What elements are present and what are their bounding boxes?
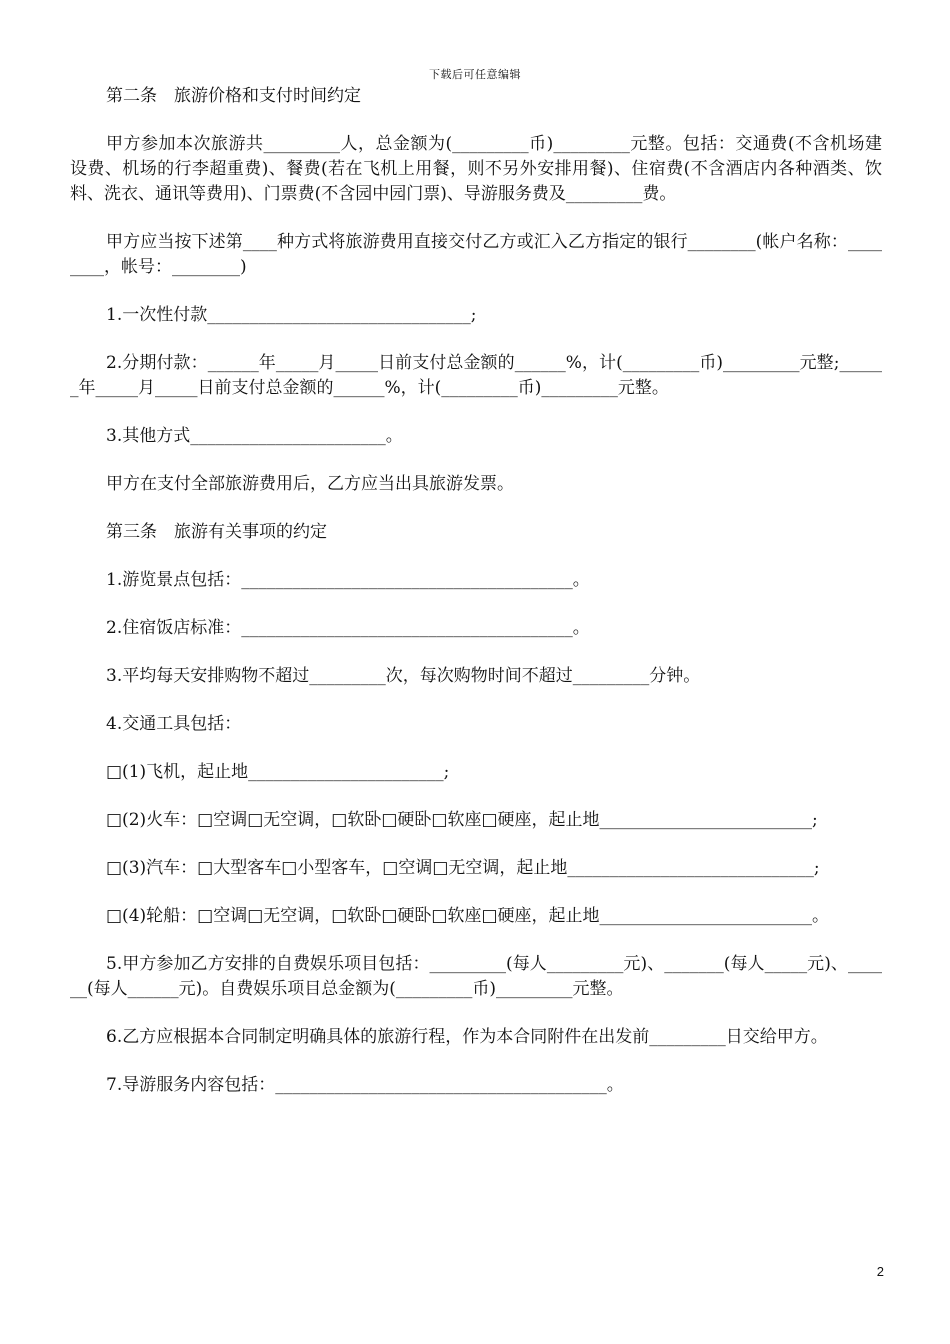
paragraph-invoice: 甲方在支付全部旅游费用后，乙方应当出具旅游发票。 — [106, 474, 514, 494]
item-guide-services: 7.导游服务内容包括：_______________________________________。 — [106, 1075, 624, 1095]
item-hotel-standard: 2.住宿饭店标准：_______________________________________。 — [106, 618, 590, 638]
item-lump-sum: 1.一次性付款_______________________________; — [106, 305, 477, 325]
paragraph-total-cost: 甲方参加本次旅游共_________人，总金额为(_________币)_________元整。包括：交通费(不含机场建设费、机场的行李超重费)、餐费(若在飞机上用餐，则不另外安排用餐)、住宿费(不含酒店内各种酒类、饮料、洗衣、通讯等费用)、门票费(不含园中园门票)、导游服务费及_________费。 — [70, 134, 882, 204]
item-self-paid-entertainment: 5.甲方参加乙方安排的自费娱乐项目包括：_________(每人_________元)、_______(每人_____元)、______(每人______元)。自费娱乐项目总金额为(_________币)_________元整。 — [70, 954, 882, 999]
paragraph-payment-method: 甲方应当按下述第____种方式将旅游费用直接交付乙方或汇入乙方指定的银行________(帐户名称：________，帐号：________) — [70, 232, 882, 277]
page-number: 2 — [876, 1264, 884, 1279]
page-header-note: 下载后可任意编辑 — [429, 68, 521, 81]
item-transport-heading: 4.交通工具包括： — [106, 714, 242, 734]
item-transport-bus: □(3)汽车：□大型客车□小型客车，□空调□无空调，起止地_____________________________; — [106, 858, 820, 878]
item-transport-plane: □(1)飞机，起止地_______________________; — [106, 762, 450, 782]
article-2-heading: 第二条 旅游价格和支付时间约定 — [106, 86, 361, 106]
item-shopping: 3.平均每天安排购物不超过_________次，每次购物时间不超过_________分钟。 — [106, 666, 701, 686]
item-attractions: 1.游览景点包括：_______________________________________。 — [106, 570, 590, 590]
item-transport-ship: □(4)轮船：□空调□无空调，□软卧□硬卧□软座□硬座，起止地_________________________。 — [106, 906, 830, 926]
item-transport-train: □(2)火车：□空调□无空调，□软卧□硬卧□软座□硬座，起止地_________________________; — [106, 810, 818, 830]
item-other-method: 3.其他方式_______________________。 — [106, 426, 403, 446]
article-3-heading: 第三条 旅游有关事项的约定 — [106, 522, 327, 542]
item-itinerary: 6.乙方应根据本合同制定明确具体的旅游行程，作为本合同附件在出发前_________日交给甲方。 — [106, 1027, 828, 1047]
item-installments: 2.分期付款：______年_____月_____日前支付总金额的______%，计(_________币)_________元整;______年_____月_____日前支付总金额的______%，计(_________币)_________元整。 — [70, 353, 882, 398]
document-body — [70, 84, 882, 1121]
